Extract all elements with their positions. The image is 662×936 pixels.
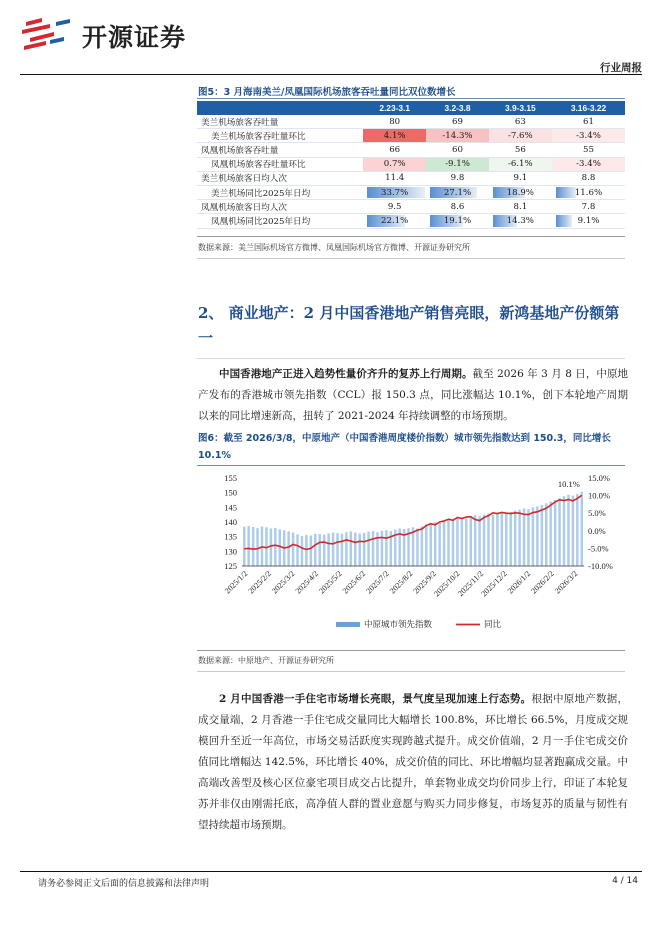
legend-label-index: 中原城市领先指数 (364, 620, 433, 630)
left-axis-tick-label: 155 (224, 473, 237, 483)
index-bar (292, 533, 294, 566)
fig5-row (197, 157, 625, 171)
fig5-title: 图5：3 月海南美兰/凤凰国际机场旅客吞吐量同比双位数增长 (198, 87, 456, 98)
fig5-cell-value: 18.9% (506, 187, 534, 198)
left-axis-tick-label: 150 (224, 487, 237, 498)
fig5-cell (489, 157, 552, 171)
section-heading-rule (197, 358, 625, 359)
index-bar (363, 533, 365, 566)
fig5-cell-value: -9.1% (445, 159, 470, 170)
index-bar (279, 529, 281, 566)
index-bar (505, 513, 507, 566)
fig5-cell-value: 27.1% (443, 187, 472, 198)
footer-disclaimer: 请务必参阅正文后面的信息披露和法律声明 (38, 879, 210, 889)
fig5-cell (363, 200, 426, 214)
fig5-cell-value: 7.8 (581, 201, 596, 212)
index-bar (501, 513, 503, 566)
right-axis-tick-label: -5.0% (588, 543, 609, 554)
index-bar (425, 524, 427, 566)
fig5-cell (426, 185, 488, 199)
fig5-cell (363, 129, 426, 143)
fig5-cell-value: 63 (514, 116, 526, 127)
fig5-cell-value: 69 (452, 116, 463, 127)
fig5-cell-value: 9.5 (387, 201, 402, 212)
fig5-cell (552, 115, 625, 129)
fig5-cell (426, 200, 488, 214)
fig5-row (197, 200, 625, 214)
fig5-cell-value: 11.4 (385, 173, 405, 184)
index-bar (256, 528, 258, 566)
fig5-cell-value: 33.7% (381, 187, 409, 198)
fig5-cell (552, 157, 625, 171)
index-bar (581, 492, 583, 566)
x-axis-tick-label: 2025/2/2 (246, 569, 274, 596)
left-axis-tick-label: 130 (224, 546, 237, 557)
fig5-cell (552, 143, 625, 157)
fig5-cell (489, 129, 552, 143)
fig5-cell (552, 185, 625, 199)
fig5-cell (552, 200, 625, 214)
index-bar (332, 533, 334, 566)
index-bar (421, 526, 423, 566)
index-bar (558, 498, 560, 566)
index-bar (554, 500, 556, 566)
fig5-header-row (197, 101, 625, 115)
fig5-cell (363, 157, 426, 171)
x-axis-tick-label: 2026/2/2 (529, 569, 556, 596)
x-axis-tick-label: 2025/11/2 (456, 569, 486, 599)
fig5-cell (489, 214, 552, 228)
fig5-row-label: 凤凰机场旅客日均人次 (197, 200, 363, 214)
fig5-cell (363, 214, 426, 228)
para-body: 截至 2026 年 3 月 8 日，中原地产发布的香港城市领先指数（CCL）报 150.3 点，同比涨幅达 10.1%，创下本轮地产周期以来的同比增速新高，扭转了 2021-2024 年持续调整的市场预期。 (198, 368, 629, 422)
fig5-cell (363, 185, 426, 199)
fig5-cell-value: 9.8 (450, 173, 465, 184)
fig5-cell-value: 66 (389, 144, 401, 155)
index-bar (438, 523, 440, 566)
fig5-col-header (197, 101, 363, 115)
x-axis-tick-label: 2025/3/2 (270, 569, 297, 596)
right-axis-tick-label: 5.0% (588, 508, 606, 519)
report-type: 行业周报 (600, 62, 642, 74)
fig6-bottom-rule (197, 650, 625, 651)
x-axis-tick-label: 2025/10/2 (432, 569, 462, 599)
x-axis-tick-label: 2025/1/2 (222, 569, 250, 596)
index-bar (354, 533, 356, 566)
index-bar (456, 518, 458, 566)
fig5-cell (363, 143, 426, 157)
index-bar (523, 509, 525, 566)
left-axis-tick-label: 145 (224, 502, 237, 513)
right-axis-tick-label: 10.0% (588, 490, 610, 501)
x-axis-tick-label: 2026/3/2 (552, 569, 580, 596)
fig5-cell (552, 129, 625, 143)
right-axis-tick-label: -10.0% (588, 561, 613, 571)
index-bar (478, 516, 480, 566)
fig5-data-bar (556, 187, 576, 198)
fig5-cell (426, 143, 488, 157)
fig5-col-header: 2.23-3.1 (363, 101, 426, 115)
fig5-cell-value: 9.1 (513, 173, 528, 184)
fig5-cell-value: 60 (452, 144, 463, 155)
index-bar (474, 515, 476, 566)
section-heading: 2、 商业地产：2 月中国香港地产销售亮眼，新鸿基地产份额第一 (198, 304, 620, 347)
fig5-cell (426, 171, 488, 185)
fig5-col-header: 3.9-3.15 (489, 101, 552, 115)
index-bar (270, 528, 272, 566)
index-bar (563, 496, 565, 566)
index-bar (243, 527, 245, 566)
fig5-row (197, 129, 625, 143)
fig5-cell-value: 19.1% (443, 215, 472, 226)
section3-paragraph (198, 689, 628, 836)
x-axis-tick-label: 2025/5/2 (317, 569, 344, 596)
index-bar (443, 521, 445, 566)
fig5-cell-value: 22.1% (381, 215, 409, 226)
fig5-row-label: 凤凰机场同比2025年日均 (197, 214, 363, 228)
index-bar (492, 515, 494, 566)
fig5-cell-value: -7.6% (507, 130, 533, 141)
fig5-cell-value: 8.6 (450, 201, 465, 212)
index-bar (372, 531, 374, 566)
index-bar (430, 523, 432, 566)
fig5-source-rule (197, 258, 625, 259)
index-bar (345, 532, 347, 566)
index-bar (350, 531, 352, 566)
fig5-row-label: 凤凰机场旅客吞吐量环比 (197, 157, 363, 171)
x-axis-tick-label: 2025/12/2 (479, 569, 509, 599)
fig5-source: 数据来源：美兰国际机场官方微博、凤凰国际机场官方微博、开源证券研究所 (198, 243, 470, 252)
index-bar (336, 533, 338, 566)
index-bar (461, 517, 463, 566)
fig5-cell (363, 115, 426, 129)
left-axis-tick-label: 135 (224, 531, 237, 542)
fig5-cell-value: 4.1% (383, 130, 406, 141)
fig5-cell-value: 14.3% (506, 215, 534, 226)
fig5-col-header: 3.16-3.22 (552, 101, 625, 115)
section2-paragraph (198, 364, 628, 427)
fig6-title: 图6：截至 2026/3/8，中原地产（中国香港周度楼价指数）城市领先指数达到 150.3，同比增长 10.1% (198, 433, 611, 461)
right-axis-tick-label: 0.0% (588, 525, 606, 536)
legend-swatch-bar (336, 622, 360, 627)
logo-text: 开源证券 (82, 23, 187, 52)
index-bar (518, 510, 520, 566)
index-bar (527, 509, 529, 566)
fig5-cell (489, 200, 552, 214)
fig5-cell (363, 171, 426, 185)
fig5-cell-value: 9.1% (577, 215, 600, 226)
index-bar (487, 513, 489, 566)
index-bar (545, 503, 547, 566)
index-bar (434, 522, 436, 566)
fig5-cell (489, 115, 552, 129)
fig5-title-rule (197, 98, 625, 99)
fig5-row-label: 美兰机场旅客吞吐量环比 (197, 129, 363, 143)
index-bar (496, 514, 498, 566)
fig5-cell-value: 8.1 (513, 201, 528, 212)
fig6-source: 数据来源：中原地产、开源证券研究所 (198, 656, 334, 665)
index-bar (541, 505, 543, 566)
index-bar (567, 495, 569, 566)
index-bar (532, 507, 534, 566)
index-bar (341, 534, 343, 566)
index-bar (274, 528, 276, 566)
index-bar (367, 532, 369, 566)
x-axis-tick-label: 2026/1/2 (505, 569, 533, 596)
legend-label-yoy: 同比 (484, 620, 502, 630)
right-axis-tick-label: 15.0% (588, 473, 610, 483)
fig5-cell-value: 56 (514, 144, 526, 155)
company-logo (20, 14, 76, 54)
fig5-cell (489, 143, 552, 157)
index-bar (452, 520, 454, 566)
x-axis-tick-label: 2025/9/2 (411, 569, 439, 596)
fig5-row-label: 美兰机场同比2025年日均 (197, 185, 363, 199)
index-bar (252, 527, 254, 566)
fig5-cell-value: -3.4% (576, 159, 601, 170)
fig5-cell-value: 80 (389, 116, 401, 127)
page-number: 4 / 14 (612, 876, 638, 886)
index-bar (514, 511, 516, 566)
fig5-row (197, 185, 625, 199)
fig5-cell-value: 0.7% (383, 159, 406, 170)
fig5-cell-value: 8.8 (581, 173, 596, 184)
index-bar (287, 531, 289, 566)
fig5-row (197, 143, 625, 157)
x-axis-tick-label: 2025/8/2 (387, 569, 415, 596)
fig5-cell (426, 214, 488, 228)
x-axis-tick-label: 2025/7/2 (364, 569, 391, 596)
index-bar (483, 515, 485, 566)
fig5-cell (426, 157, 488, 171)
fig5-cell (552, 214, 625, 228)
fig5-cell (426, 129, 488, 143)
footer-divider (20, 871, 642, 872)
fig5-row-label: 凤凰机场旅客吞吐量 (197, 143, 363, 157)
fig5-row (197, 115, 625, 129)
fig5-cell-value: 55 (583, 144, 594, 155)
x-axis-tick-label: 2025/6/2 (340, 569, 368, 596)
header-divider (20, 74, 642, 75)
index-bar (416, 528, 418, 566)
para-bold-lead: 中国香港地产正进入趋势性量价齐升的复苏上行周期。 (219, 368, 473, 380)
index-bar (318, 534, 320, 566)
fig5-data-bar (556, 215, 572, 226)
index-bar (358, 533, 360, 566)
para-body: 根据中原地产数据，成交量端，2 月香港一手住宅成交量同比大幅增长 100.8%，环比增长 66.5%，月度成交规模回升至近一年高位，市场交易活跃度实现跨越式提升。成交价值端，2 月一手住宅成交价值同比增幅达 142.5%，环比增长 40%，成交价值的同比、环比增幅均显著跑赢成交量。中高端改善型及核心区位豪宅项目成交占比提升，单套物业成交均价同步上行，印证了本轮复苏并非仅由刚需托底，高净值人群的置业意愿与购买力同步修复，市场复苏的质量与韧性有望持续超市场预期。 (198, 693, 628, 831)
fig5-row (197, 171, 625, 185)
fig5-cell (552, 171, 625, 185)
index-bar (465, 518, 467, 566)
fig5-cell-value: 61 (583, 116, 594, 127)
index-bar (572, 496, 574, 566)
chart-annotation: 10.1% (557, 479, 580, 490)
fig6-chart (198, 468, 628, 646)
fig5-row-label: 美兰机场旅客吞吐量 (197, 115, 363, 129)
index-bar (301, 536, 303, 566)
index-bar (296, 534, 298, 566)
fig5-row-label: 美兰机场旅客日均人次 (197, 171, 363, 185)
index-bar (381, 531, 383, 566)
fig5-cell-value: -6.1% (507, 159, 533, 170)
index-bar (536, 506, 538, 566)
x-axis-tick-label: 2025/4/2 (293, 569, 321, 596)
fig5-cell-value: 11.6% (574, 187, 603, 198)
index-bar (323, 535, 325, 566)
fig5-row (197, 214, 625, 228)
fig5-table (197, 101, 625, 229)
index-bar (576, 494, 578, 566)
fig5-col-header: 3.2-3.8 (426, 101, 488, 115)
index-bar (549, 501, 551, 566)
index-bar (509, 512, 511, 566)
fig5-cell (489, 185, 552, 199)
index-bar (247, 526, 249, 566)
left-axis-tick-label: 140 (224, 517, 237, 527)
index-bar (470, 517, 472, 566)
fig6-title-rule (197, 465, 625, 466)
index-bar (447, 519, 449, 566)
fig5-cell-value: -14.3% (442, 130, 473, 141)
index-bar (305, 535, 307, 566)
index-bar (327, 533, 329, 566)
fig5-cell (426, 115, 488, 129)
fig6-source-rule (197, 671, 625, 672)
para-bold-lead: 2 月中国香港一手住宅市场增长亮眼，景气度呈现加速上行态势。 (219, 693, 532, 705)
index-bar (310, 535, 312, 566)
index-bar (314, 534, 316, 566)
left-axis-tick-label: 125 (224, 561, 237, 571)
fig5-cell-value: -3.4% (576, 130, 601, 141)
fig5-cell (489, 171, 552, 185)
fig5-bottom-rule (197, 236, 625, 237)
index-bar (385, 530, 387, 566)
